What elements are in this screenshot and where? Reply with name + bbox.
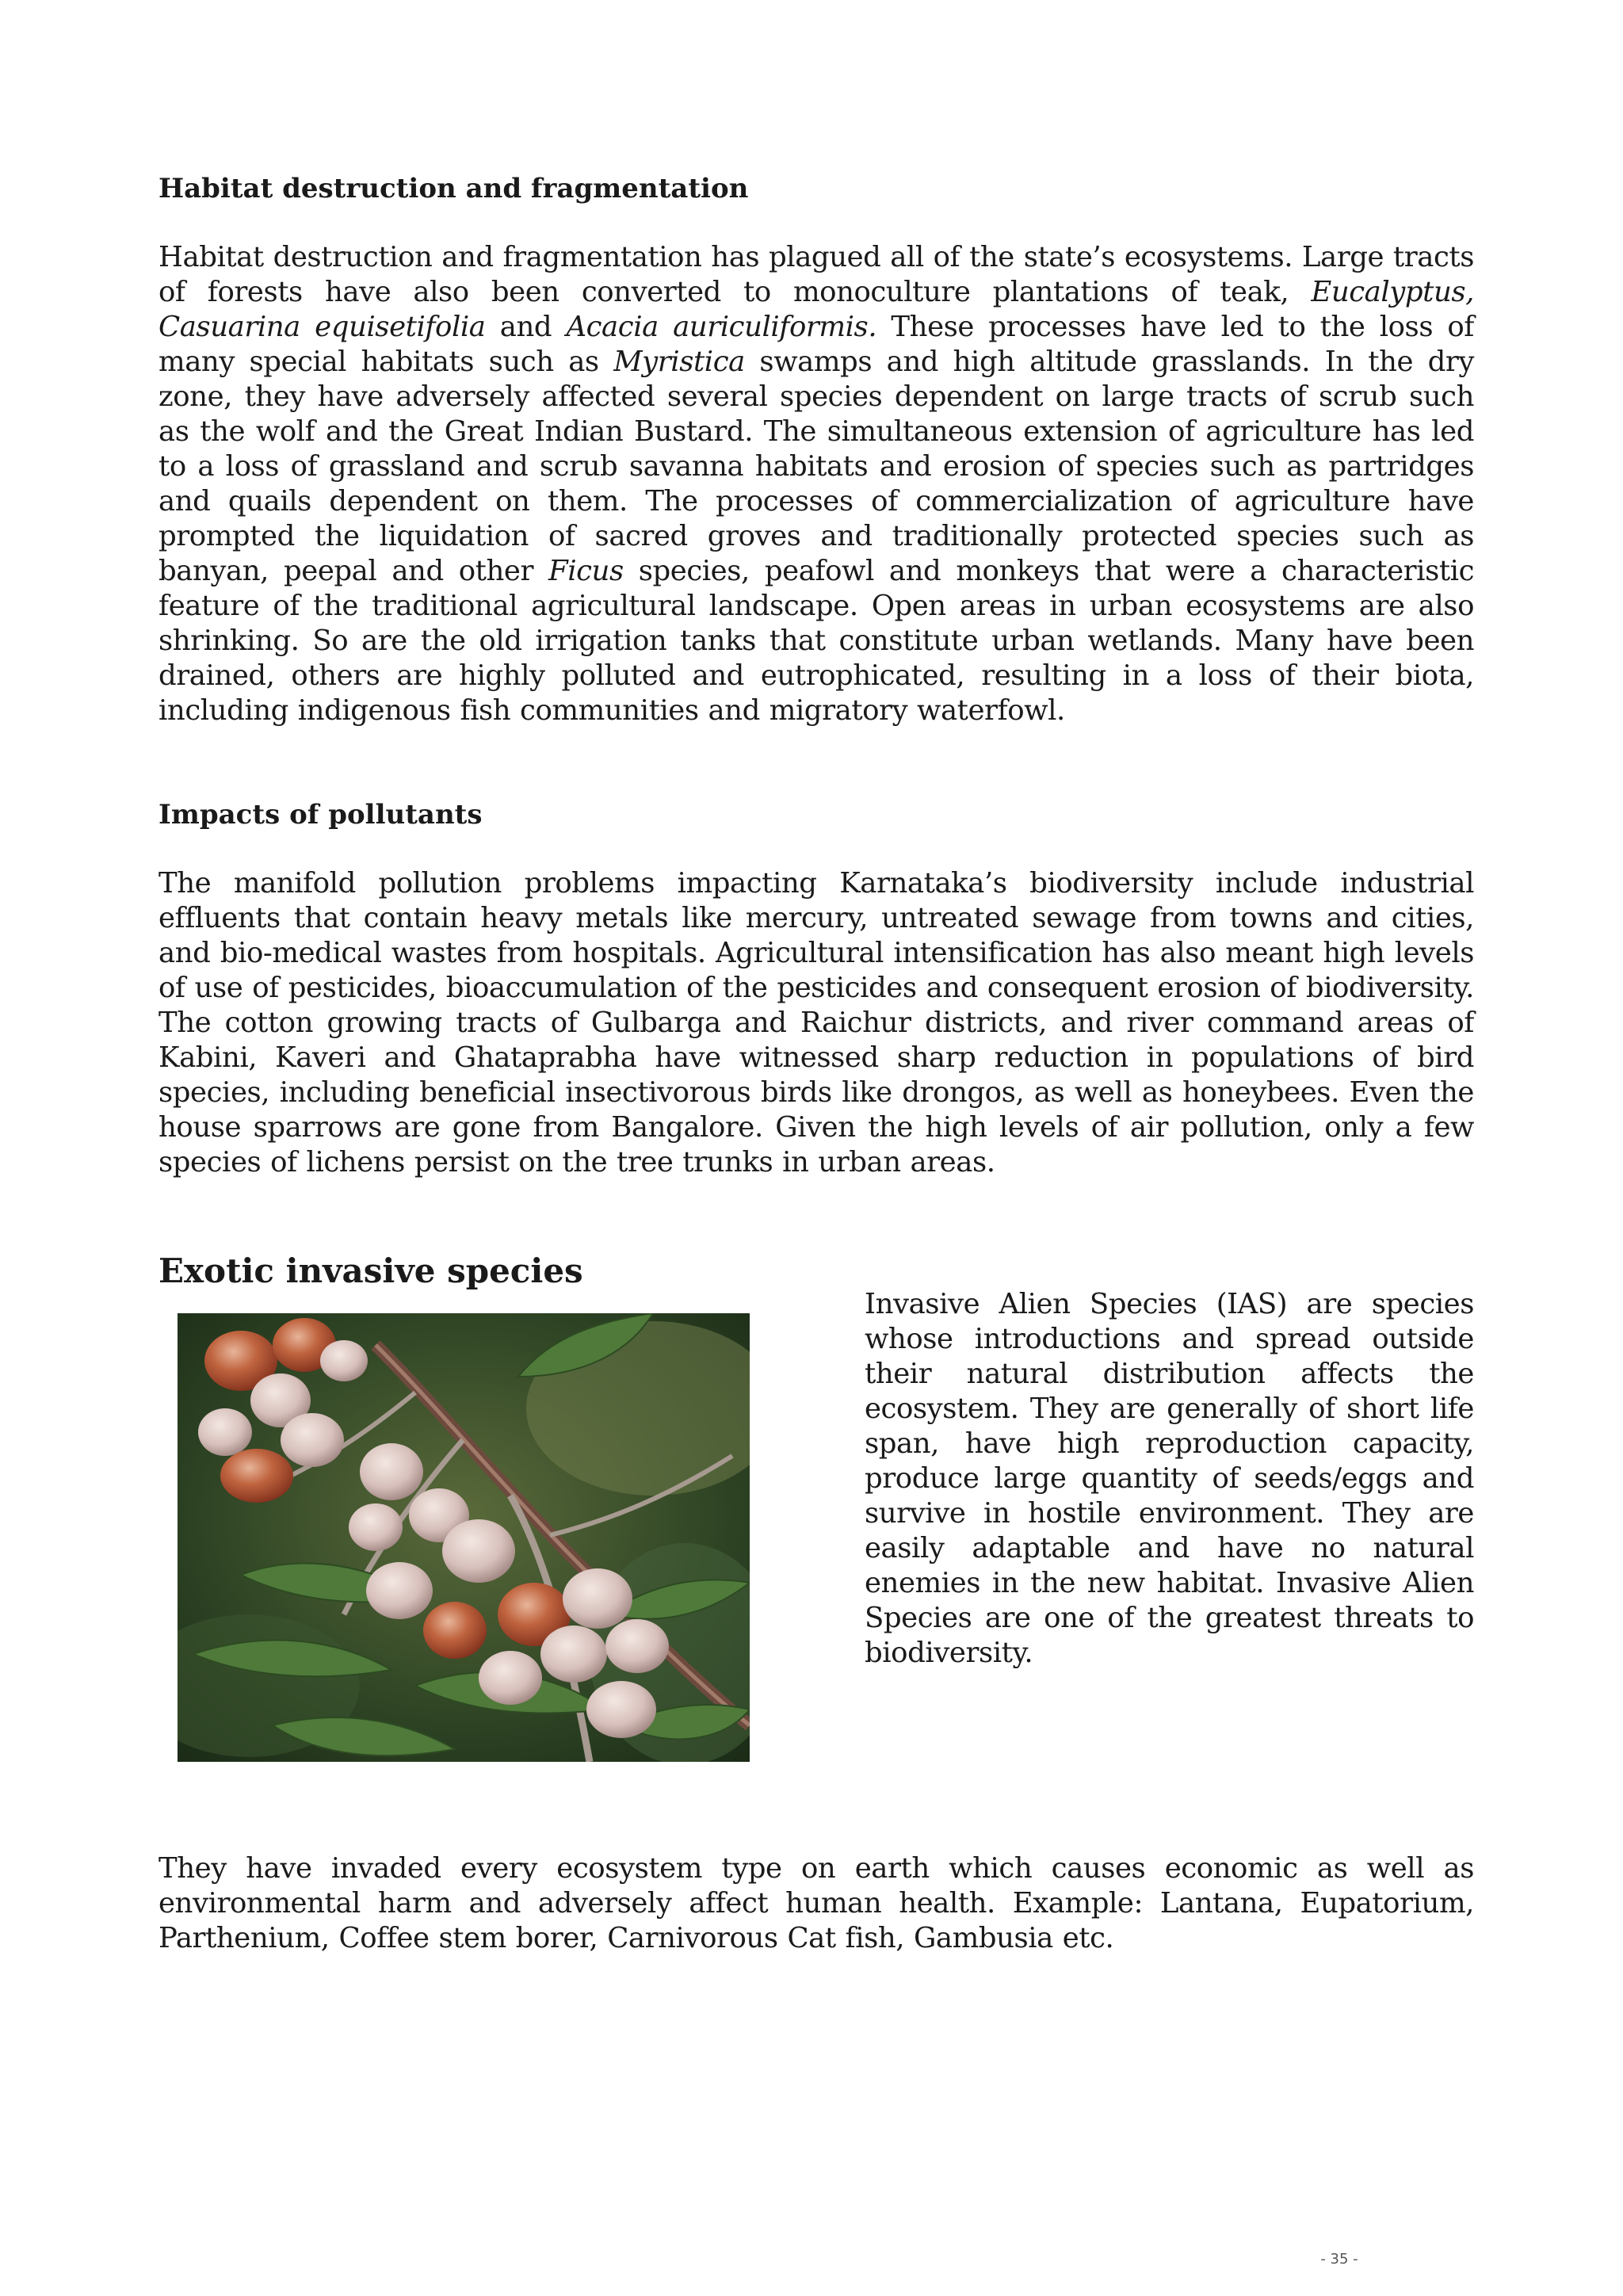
pollutants-paragraph: The manifold pollution problems impacting Karnataka’s biodiversity include industrial effluents that contain heavy metals like mercury, untreated sewage from towns and cities, and bio-medical wastes from hospitals. Agricultural intensification has also meant high levels of use of pesticides, bioaccumulation of the pesticides and consequent erosion of biodiversity. The cotton growing tracts of Gulbarga and Raichur districts, and river command areas of Kabini, Kaveri and Ghataprabha have witnessed sharp reduction in populations of bird species, including beneficial insectivorous birds like drongos, as well as honeybees. Even the house sparrows are gone from Bangalore. Given the high levels of air pollution, only a few species of lichens persist on the tree trunks in urban areas. (158, 867, 1474, 1179)
habitat-text-4: swamps and high altitude grasslands. In the dry zone, they have adversely affected several species dependent on large tracts of scrub such as the wolf and the Great Indian Bustard. The simultaneous extension of agriculture has led to a loss of grassland and scrub savanna habitats and erosion of species such as partridges and quails dependent on them. The processes of commercialization of agriculture have prompted the liquidation of sacred groves and traditionally protected species such as banyan, peepal and other (158, 346, 1475, 587)
pollutants-section (158, 797, 1474, 832)
page-number: - 35 - (1320, 2251, 1358, 2267)
invasive-after-block (158, 1851, 1474, 1956)
pollutants-heading: Impacts of pollutants (158, 799, 483, 831)
invasive-side-text-block (865, 1287, 1474, 1671)
habitat-italic-1: Eucalyptus, Casuarina equisetifolia (158, 276, 1474, 343)
habitat-italic-2: Acacia auriculiformis. (566, 311, 877, 343)
habitat-text-1: Habitat destruction and fragmentation has plagued all of the state’s ecosystems. Large tracts of forests have also been converted to monoculture plantations of teak, (158, 241, 1474, 308)
habitat-text-5: species, peafowl and monkeys that were a characteristic feature of the traditional agricultural landscape. Open areas in urban ecosystems are also shrinking. So are the old irrigation tanks that constitute urban wetlands. Many have been drained, others are highly polluted and eutrophicated, resulting in a loss of their biota, including indigenous fish communities and migratory waterfowl. (158, 555, 1474, 727)
fruit-branch-illustration (178, 1313, 750, 1762)
invasive-heading: Exotic invasive species (158, 1251, 583, 1290)
habitat-italic-3: Myristica (613, 346, 745, 378)
pollutants-paragraph-block (158, 866, 1474, 1180)
habitat-paragraph (158, 240, 1474, 728)
fruit-branch-photo (178, 1313, 750, 1762)
habitat-paragraph-block (158, 240, 1474, 728)
habitat-italic-4: Ficus (548, 555, 624, 587)
invasive-definition-paragraph: Invasive Alien Species (IAS) are species whose introductions and spread outside their natural distribution affects the ecosystem. They are generally of short life span, have high reproduction capacity, produce large quantity of seeds/eggs and survive in hostile environment. They are easily adaptable and have no natural enemies in the new habitat. Invasive Alien Species are one of the greatest threats to biodiversity. (865, 1288, 1474, 1669)
invasive-examples-paragraph: They have invaded every ecosystem type on earth which causes economic as well as environmental harm and adversely affect human health. Example: Lantana, Eupatorium, Parthenium, Coffee stem borer, Carnivorous Cat fish, Gambusia etc. (158, 1852, 1474, 1954)
habitat-text-2: and (485, 311, 567, 343)
habitat-text-3: These processes have led to the loss of many special habitats such as (158, 311, 1474, 378)
habitat-section (158, 171, 1474, 206)
habitat-heading: Habitat destruction and fragmentation (158, 173, 749, 204)
